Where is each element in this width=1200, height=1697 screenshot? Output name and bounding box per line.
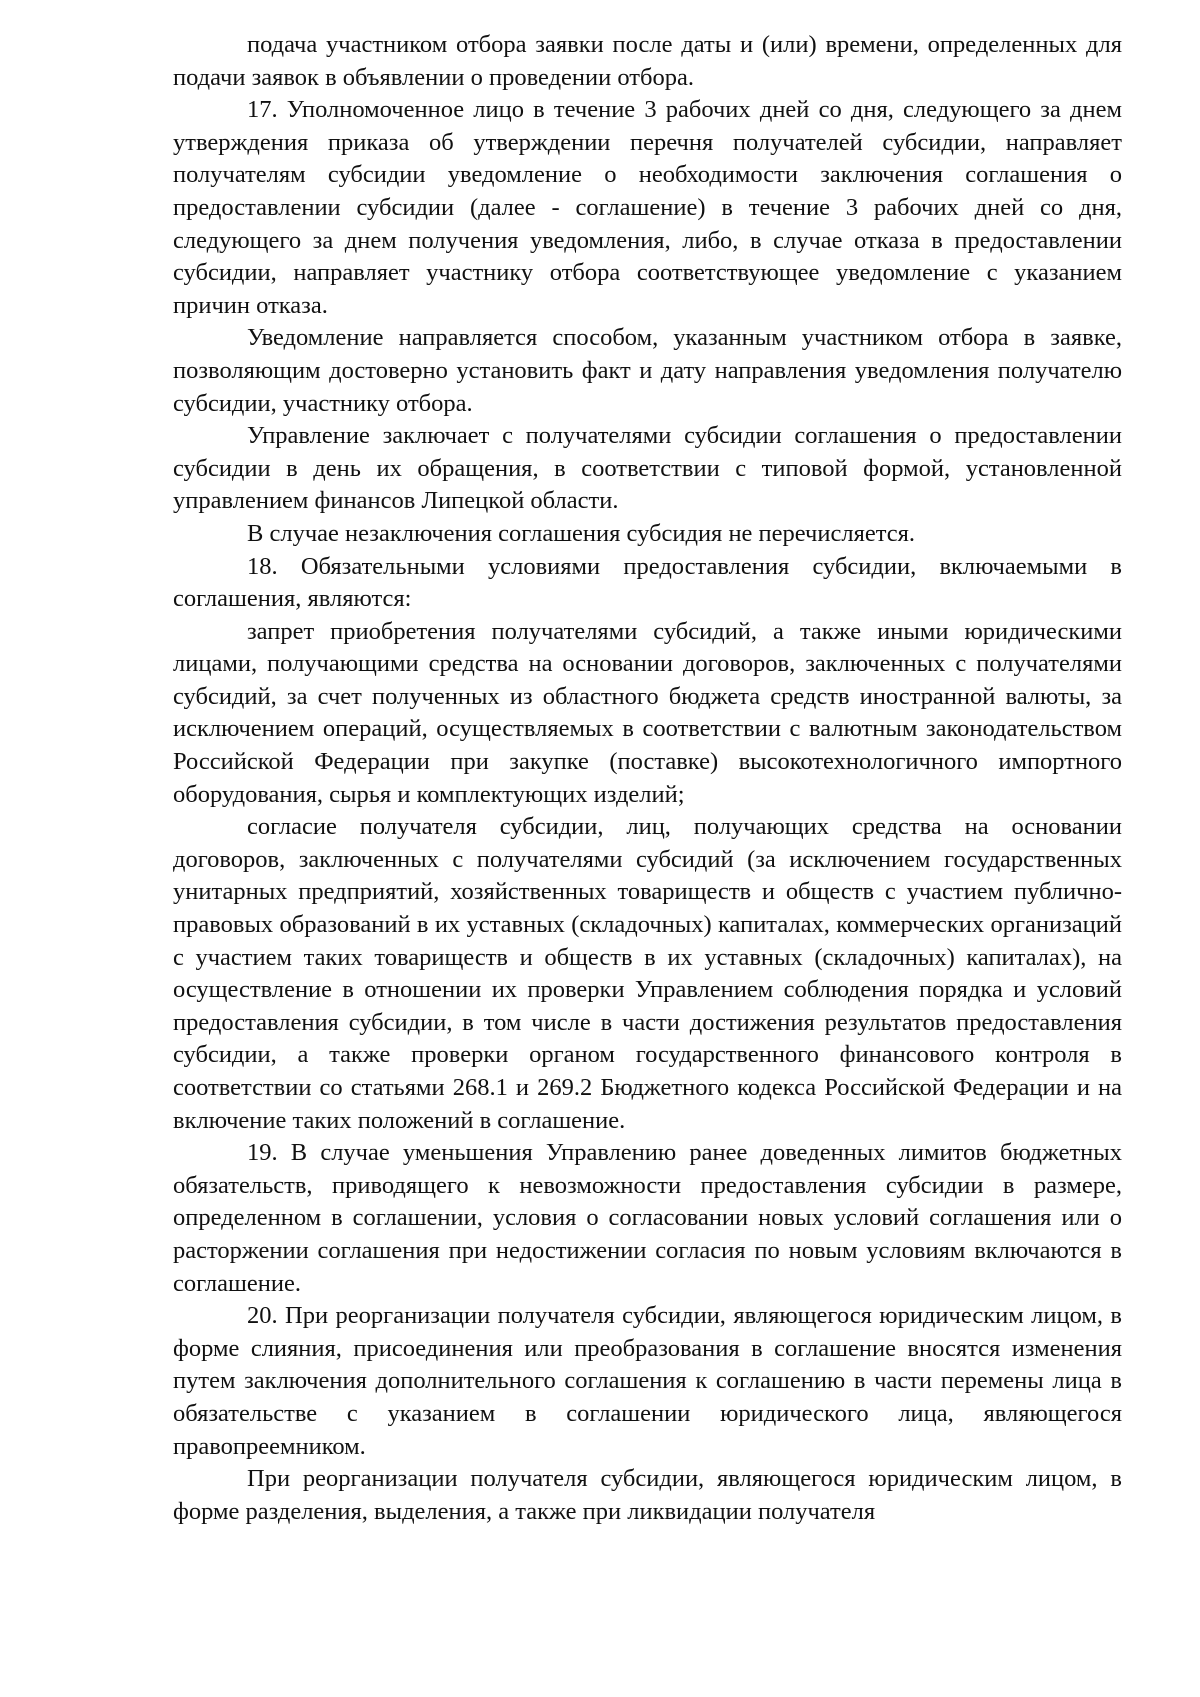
paragraph-19-limits: 19. В случае уменьшения Управлению ранее доведенных лимитов бюджетных обязательств, приводящего к невозможности предоставления субсидии в размере, определенном в соглашении, условия о согласовании новых условий соглашения или о расторжении соглашения при недостижении согласия по новым условиям включаются в соглашение. [173,1139,1122,1297]
paragraph-submission-deadline: подача участником отбора заявки после даты и (или) времени, определенных для подачи заявок в объявлении о проведении отбора. [173,31,1122,91]
paragraph-18-conditions: 18. Обязательными условиями предоставления субсидии, включаемыми в соглашения, являются: [173,552,1122,613]
paragraph-currency-ban: запрет приобретения получателями субсидий, а также иными юридическими лицами, получающими средства на основании договоров, заключенных с получателями субсидий, за счет полученных из областного бюджета средств иностранной валюты, за исключением операций, осуществляемых в соответствии с валютным законодательством Российской Федерации при закупке (поставке) высокотехнологичного импортного оборудования, сырья и комплектующих изделий; [173,617,1122,808]
paragraph-17-notification: 17. Уполномоченное лицо в течение 3 рабочих дней со дня, следующего за днем утверждения приказа об утверждении перечня получателей субсидии, направляет получателям субсидии уведомление о необходимости заключения соглашения о предоставлении субсидии (далее - соглашение) в течение 3 рабочих дней со дня, следующего за днем получения уведомления, либо, в случае отказа в предоставлении субсидии, направляет участнику отбора соответствующее уведомление с указанием причин отказа. [173,96,1122,319]
paragraph-no-agreement: В случае незаключения соглашения субсидия не перечисляется. [247,519,916,547]
document-page [173,29,1122,1528]
paragraph-inspection-consent: согласие получателя субсидии, лиц, получающих средства на основании договоров, заключенных с получателями субсидий (за исключением государственных унитарных предприятий, хозяйственных товариществ и обществ с участием публично-правовых образований в их уставных (складочных) капиталах, коммерческих организаций с участием таких товариществ и обществ в их уставных (складочных) капиталах), на осуществление в отношении их проверки Управлением соблюдения порядка и условий предоставления субсидии, в том числе в части достижения результатов предоставления субсидии, а также проверки органом государственного финансового контроля в соответствии со статьями 268.1 и 269.2 Бюджетного кодекса Российской Федерации и на включение таких положений в соглашение. [173,813,1122,1134]
paragraph-notification-method: Уведомление направляется способом, указанным участником отбора в заявке, позволяющим достоверно установить факт и дату направления уведомления получателю субсидии, участнику отбора. [173,324,1122,417]
paragraph-20-reorganization: 20. При реорганизации получателя субсидии, являющегося юридическим лицом, в форме слияния, присоединения или преобразования в соглашение вносятся изменения путем заключения дополнительного соглашения к соглашению в части перемены лица в обязательстве с указанием в соглашении юридического лица, являющегося правопреемником. [173,1302,1122,1460]
paragraph-reorganization-division: При реорганизации получателя субсидии, являющегося юридическим лицом, в форме разделения, выделения, а также при ликвидации получателя [173,1465,1122,1525]
paragraph-agreement-conclusion: Управление заключает с получателями субсидии соглашения о предоставлении субсидии в день их обращения, в соответствии с типовой формой, установленной управлением финансов Липецкой области. [173,422,1122,515]
